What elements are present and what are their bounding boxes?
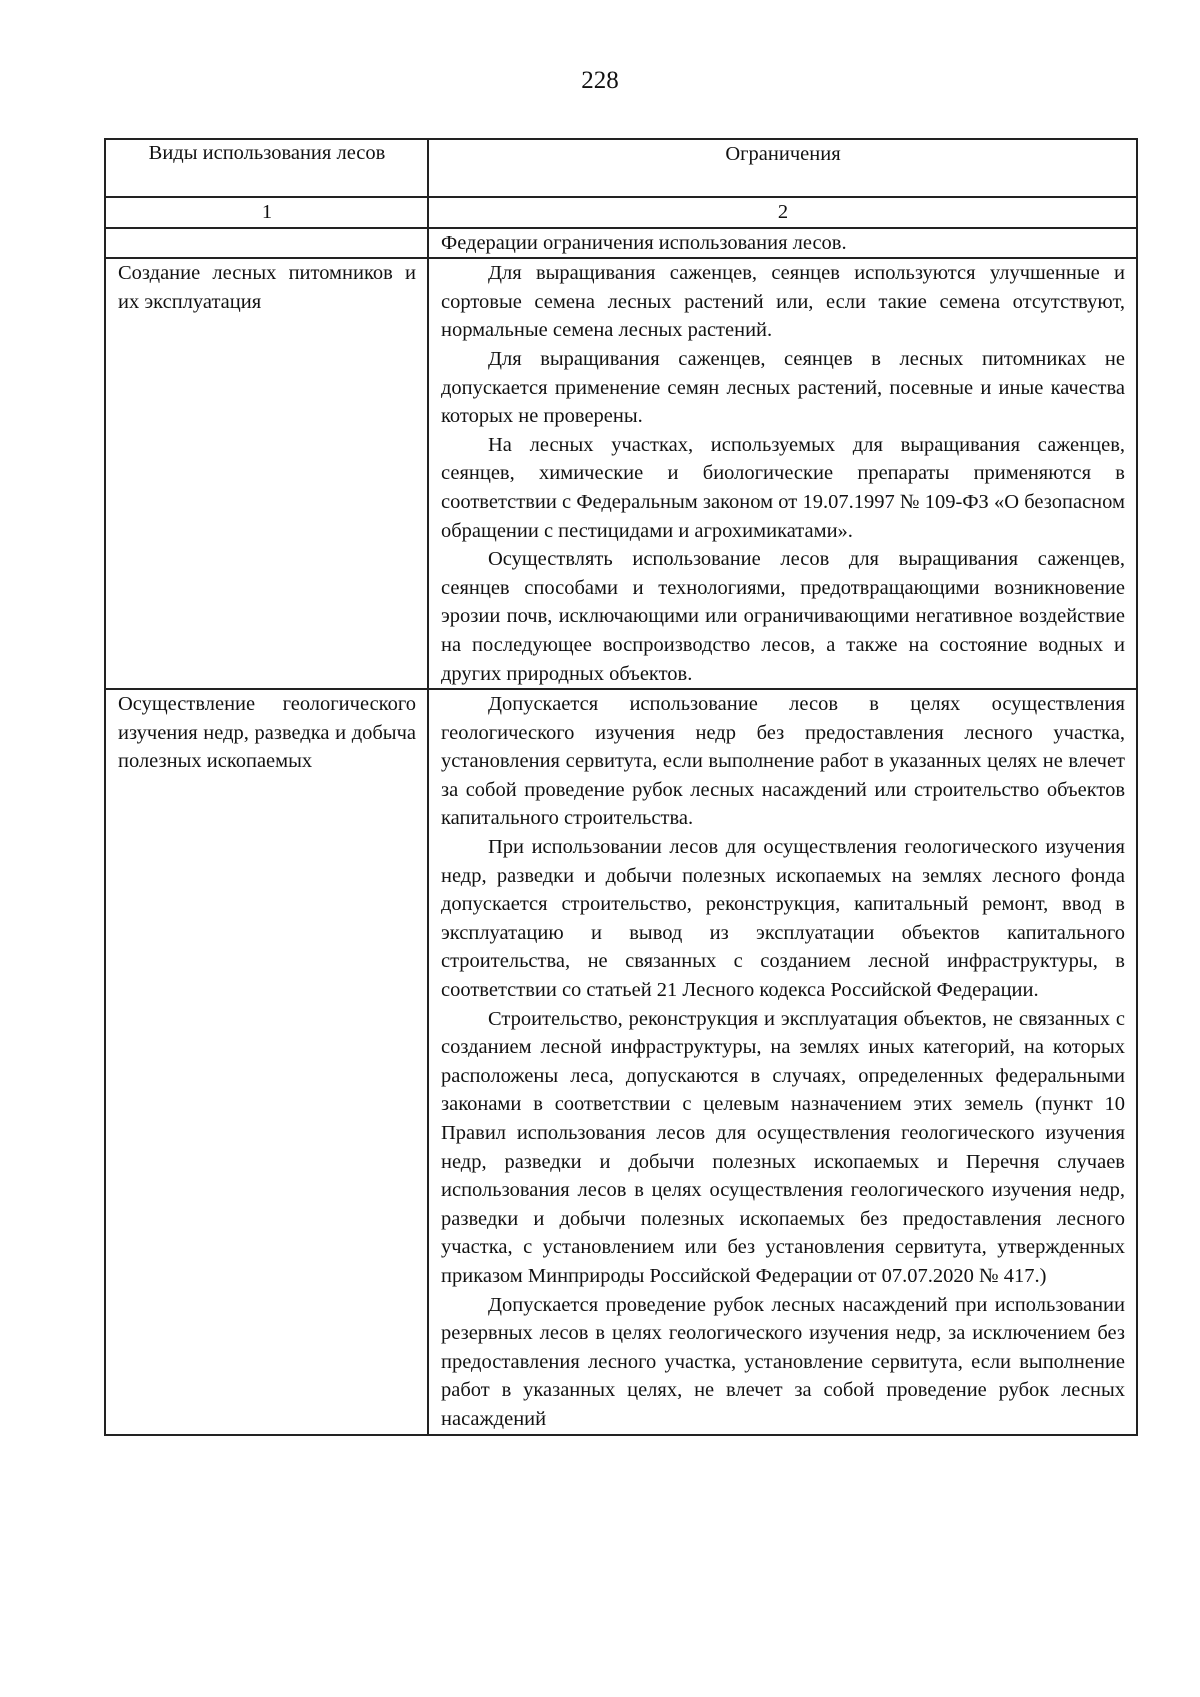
restrictions-cell — [428, 258, 1137, 689]
table-row — [105, 258, 1137, 689]
page-number: 228 — [581, 67, 619, 94]
column-number-1: 1 — [105, 197, 428, 228]
usage-type-cell: Создание лесных питомников и их эксплуатация — [105, 258, 428, 689]
restriction-paragraph: Допускается проведение рубок лесных насаждений при использовании резервных лесов в целях геологического изучения недр, за исключением без предоставления лесного участка, установление сервитута, если выполнение работ в указанных целях, не влечет за собой проведение рубок лесных насаждений — [441, 1293, 1125, 1430]
table-row — [105, 689, 1137, 1434]
restriction-paragraph: Для выращивания саженцев, сеянцев в лесных питомниках не допускается применение семян лесных растений, посевные и иные качества которых не проверены. — [441, 347, 1125, 428]
restrictions-cell — [428, 689, 1137, 1434]
table-row — [105, 228, 1137, 259]
restriction-paragraph: На лесных участках, используемых для выращивания саженцев, сеянцев, химические и биологические препараты применяются в соответствии с Федеральным законом от 19.07.1997 № 109-ФЗ «О безопасном обращении с пестицидами и агрохимикатами». — [441, 433, 1125, 542]
restriction-paragraph: Федерации ограничения использования лесов. — [441, 231, 847, 254]
restriction-paragraph: Допускается использование лесов в целях осуществления геологического изучения недр без предоставления лесного участка, установления сервитута, если выполнение работ в указанных целях не влечет за собой проведение рубок лесных насаждений или строительство объектов капитального строительства. — [441, 693, 1125, 830]
usage-type-cell: Осуществление геологического изучения недр, разведка и добыча полезных ископаемых — [105, 689, 428, 1434]
restriction-paragraph: При использовании лесов для осуществления геологического изучения недр, разведки и добычи полезных ископаемых на землях лесного фонда допускается строительство, реконструкция, капитальный ремонт, ввод в эксплуатацию и вывод из эксплуатации объектов капитального строительства, не связанных с созданием лесной инфраструктуры, в соответствии со статьей 21 Лесного кодекса Российской Федерации. — [441, 836, 1125, 1002]
usage-type-cell — [105, 228, 428, 259]
table-header-row — [105, 139, 1137, 197]
restriction-paragraph: Для выращивания саженцев, сеянцев используются улучшенные и сортовые семена лесных растений или, если такие семена отсутствуют, нормальные семена лесных растений. — [441, 262, 1125, 342]
restrictions-table — [104, 138, 1138, 1436]
column-number-row — [105, 197, 1137, 228]
header-usage-types: Виды использования лесов — [105, 139, 428, 197]
column-number-2: 2 — [428, 197, 1137, 228]
header-restrictions: Ограничения — [428, 139, 1137, 197]
restriction-paragraph: Строительство, реконструкция и эксплуатация объектов, не связанных с созданием лесной инфраструктуры, на землях иных категорий, на которых расположены леса, допускаются в случаях, определенных федеральными законами в соответствии с целевым назначением этих земель (пункт 10 Правил использования лесов для осуществления геологического изучения недр, разведки и добычи полезных ископаемых и Перечня случаев использования лесов в целях осуществления геологического изучения недр, разведки и добычи полезных ископаемых без предоставления лесного участка, с установлением или без установления сервитута, утвержденных приказом Минприроды Российской Федерации от 07.07.2020 № 417.) — [441, 1007, 1125, 1287]
restriction-paragraph: Осуществлять использование лесов для выращивания саженцев, сеянцев способами и технологиями, предотвращающими возникновение эрозии почв, исключающими или ограничивающими негативное воздействие на последующее воспроизводство лесов, а также на состояние водных и других природных объектов. — [441, 548, 1125, 685]
restrictions-cell — [428, 228, 1137, 259]
